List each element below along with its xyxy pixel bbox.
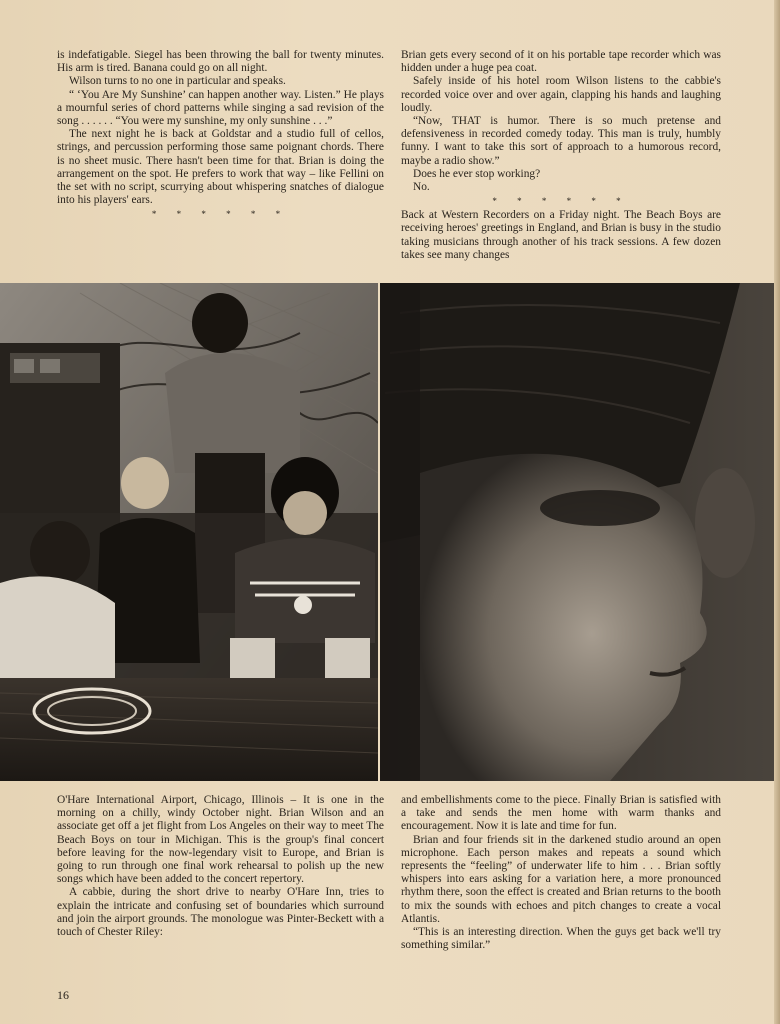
section-separator: * * * * * * — [151, 209, 290, 220]
paragraph: Wilson turns to no one in particular and speaks. — [69, 75, 286, 88]
paragraph: Brian gets every second of it on his portable tape recorder which was hidden under a huge pea coat. — [401, 49, 721, 75]
profile-portrait-photo — [380, 283, 780, 781]
paragraph: “Now, THAT is humor. There is so much pretense and defensiveness in recorded comedy today. This man is truly, humbly funny. I want to take this sort of approach to a humorous record, maybe a radio show.” — [401, 115, 721, 167]
paragraph: No. — [413, 181, 430, 194]
paragraph: Does he ever stop working? — [413, 167, 541, 180]
paragraph: and embellishments come to the piece. Finally Brian is satisfied with a take and sends the men home with warm thanks and encouragement. Now it is late and time for fun. — [401, 794, 721, 833]
paragraph: The next night he is back at Goldstar and a studio full of cellos, strings, and percussion performing those same poignant chords. There is no sheet music. There hasn't been time for that. Brian is doing the arrangement on the spot. He prefers to work that way – like Fellini on the set with no script, scurrying about whispering snatches of dialogue into his players' ears. — [57, 128, 384, 207]
text-column-top-right — [401, 49, 721, 262]
paragraph: “ ‘You Are My Sunshine’ can happen another way. Listen.” He plays a mournful series of chord patterns while singing a sad revision of the song . . . . . . “You were my sunshine, my only sunshine . . .” — [57, 88, 384, 128]
paragraph: is indefatigable. Siegel has been throwing the ball for twenty minutes. His arm is tired. Banana could go on all night. — [57, 49, 384, 75]
text-column-bottom-left — [57, 794, 384, 939]
paragraph: “This is an interesting direction. When the guys get back we'll try something similar.” — [401, 926, 721, 952]
paragraph: Back at Western Recorders on a Friday night. The Beach Boys are receiving heroes' greetings in England, and Brian is busy in the studio taking musicians through another of his track sessions. A few dozen takes see many changes — [401, 209, 721, 261]
text-column-bottom-right — [401, 794, 721, 952]
page-edge — [774, 0, 780, 1024]
page-number: 16 — [57, 988, 69, 1002]
paragraph: Brian and four friends sit in the darkened studio around an open microphone. Each person makes and repeats a sound which represents the “feeling” of underwater life to him . . . Brian softly whispers into ears asking for a variation here, a more pronounced rhythm there, soon the effect is created and Brian returns to the booth to mix the sounds with echoes and pitch changes to create a vocal Atlantis. — [401, 833, 721, 925]
paragraph: O'Hare International Airport, Chicago, Illinois – It is one in the morning on a chilly, windy October night. Brian Wilson and an associate get off a jet flight from Los Angeles on their way to meet The Beach Boys on tour in Michigan. This is the group's final concert before leaving for the now-legendary visit to Europe, and Brian is going to run through one final work rehearsal to polish up the new songs which have been added to the concert repertory. — [57, 794, 384, 886]
section-separator: * * * * * * — [492, 196, 630, 207]
studio-group-photo — [0, 283, 378, 781]
paragraph: A cabbie, during the short drive to nearby O'Hare Inn, tries to explain the intricate and confusing set of boundaries which surround and join the airport grounds. The monologue was Pinter-Beckett with a touch of Chester Riley: — [57, 886, 384, 939]
paragraph: Safely inside of his hotel room Wilson listens to the cabbie's recorded voice over and over again, clapping his hands and laughing loudly. — [401, 75, 721, 114]
text-column-top-left — [57, 49, 384, 222]
